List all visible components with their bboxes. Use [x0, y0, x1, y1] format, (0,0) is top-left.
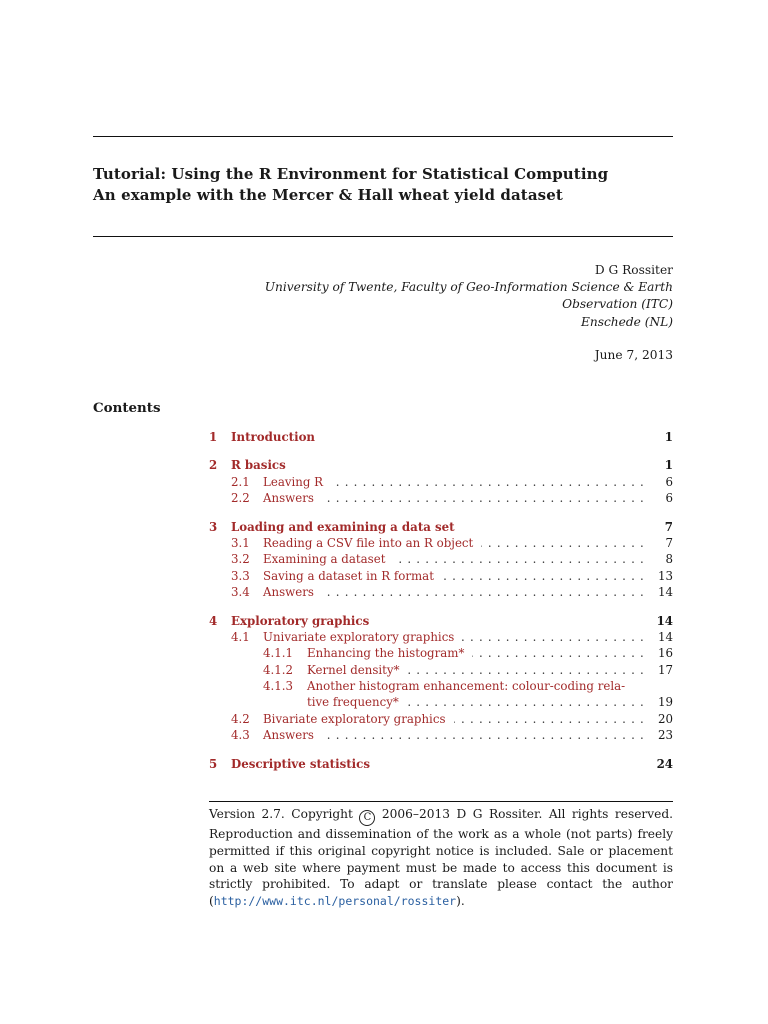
toc-number: 2.2: [231, 491, 250, 506]
title-bottom-rule: [93, 236, 673, 237]
author-block: [213, 262, 673, 331]
toc-label: Answers: [263, 491, 314, 506]
toc-leader-dots: [331, 475, 649, 489]
toc-page: 16: [657, 646, 673, 661]
copyright-notice: [209, 806, 673, 910]
toc-label: Reading a CSV file into an R object: [263, 535, 474, 550]
toc-entry-bivariate[interactable]: [209, 712, 673, 728]
title-line-2: An example with the Mercer & Hall wheat yield dataset: [93, 186, 563, 204]
toc-entry-enhancing-histogram[interactable]: [209, 646, 673, 662]
toc-entry-saving-dataset[interactable]: [209, 569, 673, 585]
copyright-years: 2006–2013 D G Rossiter. All rights reserved.: [381, 807, 674, 821]
toc-leader-dots: [472, 646, 649, 660]
toc-label: tive frequency*: [307, 695, 399, 710]
toc-section-2: [209, 458, 673, 507]
toc-label: Exploratory graphics: [231, 613, 370, 628]
author-website-link[interactable]: http://www.itc.nl/personal/rossiter: [213, 894, 457, 909]
toc-label: Leaving R: [263, 474, 324, 489]
toc-page: 7: [664, 519, 673, 534]
toc-number: 2.1: [231, 474, 250, 489]
toc-page: 14: [657, 585, 673, 600]
toc-number: 4.3: [231, 728, 250, 743]
toc-entry-leaving-r[interactable]: [209, 475, 673, 491]
toc-entry-univariate[interactable]: [209, 630, 673, 646]
toc-number: 3.3: [231, 568, 250, 583]
toc-entry-examining-dataset[interactable]: [209, 552, 673, 568]
toc-leader-dots: [322, 728, 649, 742]
footer-rule: [209, 801, 673, 802]
toc-section-5: [209, 757, 673, 773]
toc-label: Enhancing the histogram*: [307, 646, 465, 661]
toc-number: 3.1: [231, 535, 250, 550]
toc-label: Loading and examining a data set: [231, 519, 455, 534]
toc-entry-reading-csv[interactable]: [209, 536, 673, 552]
copyright-body: Reproduction and dissemination of the work as a whole (not parts) freely permitted if this original copyright notice is included. Sale or placement on a web site where payment must be made to access this document is strictly prohibited. To adapt or translate please contact the author (: [209, 827, 673, 909]
toc-page: 6: [665, 474, 673, 489]
toc-number: 1: [209, 430, 218, 444]
toc-page: 20: [657, 711, 673, 726]
toc-number: 2: [209, 458, 218, 473]
toc-leader-dots: [322, 585, 649, 599]
version-text: Version 2.7. Copyright: [209, 807, 353, 821]
toc-entry-introduction[interactable]: [209, 430, 673, 446]
toc-number: 4: [209, 613, 218, 628]
title-line-1: Tutorial: Using the R Environment for Statistical Computing: [93, 165, 609, 183]
toc-page: 24: [656, 756, 673, 771]
toc-number: 4.1: [231, 629, 250, 644]
toc-number: 4.1.1: [263, 646, 294, 661]
author-affiliation-3: Enschede (NL): [580, 314, 673, 329]
copyright-icon: C: [359, 810, 375, 826]
toc-page: 23: [657, 728, 673, 743]
toc-label: Descriptive statistics: [231, 756, 370, 771]
toc-leader-dots: [393, 552, 649, 566]
toc-number: 4.1.2: [263, 662, 294, 677]
toc-section-3: [209, 520, 673, 602]
author-name: D G Rossiter: [594, 263, 673, 277]
toc-label: Kernel density*: [307, 662, 400, 677]
table-of-contents: [209, 430, 673, 785]
document-date: June 7, 2013: [594, 348, 673, 362]
toc-page: 13: [657, 568, 673, 583]
toc-label: Introduction: [231, 430, 316, 444]
toc-entry-r-basics[interactable]: [209, 458, 673, 474]
toc-number: 3.4: [231, 585, 250, 600]
toc-label: Examining a dataset: [263, 552, 386, 567]
toc-page: 8: [665, 552, 673, 567]
toc-page: 1: [664, 430, 673, 444]
top-rule: [93, 136, 673, 137]
author-affiliation-1: University of Twente, Faculty of Geo-Information Science & Earth: [264, 280, 673, 295]
toc-section-1: [209, 430, 673, 446]
copyright-end: ).: [456, 894, 465, 909]
toc-page: 7: [665, 535, 673, 550]
toc-number: 3: [209, 519, 218, 534]
toc-label: Answers: [263, 585, 314, 600]
toc-leader-dots: [407, 695, 649, 709]
toc-page: 1: [664, 458, 673, 473]
toc-number: 5: [209, 756, 218, 771]
toc-page: 14: [657, 629, 673, 644]
toc-label: Saving a dataset in R format: [263, 568, 434, 583]
contents-heading: Contents: [93, 400, 161, 416]
toc-page: 6: [665, 491, 673, 506]
toc-number: 3.2: [231, 552, 250, 567]
toc-leader-dots: [322, 491, 649, 505]
toc-entry-answers-4[interactable]: [209, 728, 673, 744]
toc-label: Answers: [263, 728, 314, 743]
toc-number: 4.2: [231, 711, 250, 726]
toc-entry-loading-data[interactable]: [209, 520, 673, 536]
toc-entry-kernel-density[interactable]: [209, 663, 673, 679]
toc-entry-answers-3[interactable]: [209, 585, 673, 601]
toc-label: Another histogram enhancement: colour-coding rela-: [307, 679, 626, 694]
toc-page: 17: [657, 662, 673, 677]
toc-page: 19: [657, 695, 673, 710]
toc-label: Univariate exploratory graphics: [263, 629, 455, 644]
toc-entry-answers-2[interactable]: [209, 491, 673, 507]
toc-leader-dots: [407, 663, 649, 677]
toc-label: Bivariate exploratory graphics: [263, 711, 446, 726]
toc-number: 4.1.3: [263, 679, 294, 694]
toc-entry-descriptive-statistics[interactable]: [209, 757, 673, 773]
toc-leader-dots: [462, 630, 649, 644]
toc-entry-exploratory-graphics[interactable]: [209, 614, 673, 630]
toc-leader-dots: [481, 536, 649, 550]
author-affiliation-2: Observation (ITC): [562, 297, 673, 312]
toc-leader-dots: [442, 569, 649, 583]
toc-leader-dots: [454, 712, 650, 726]
toc-label: R basics: [231, 458, 286, 473]
toc-entry-histogram-colour[interactable]: [209, 679, 673, 695]
toc-section-4: [209, 614, 673, 745]
document-title: [93, 164, 683, 206]
toc-entry-histogram-colour-cont[interactable]: [209, 695, 673, 711]
toc-page: 14: [656, 613, 673, 628]
